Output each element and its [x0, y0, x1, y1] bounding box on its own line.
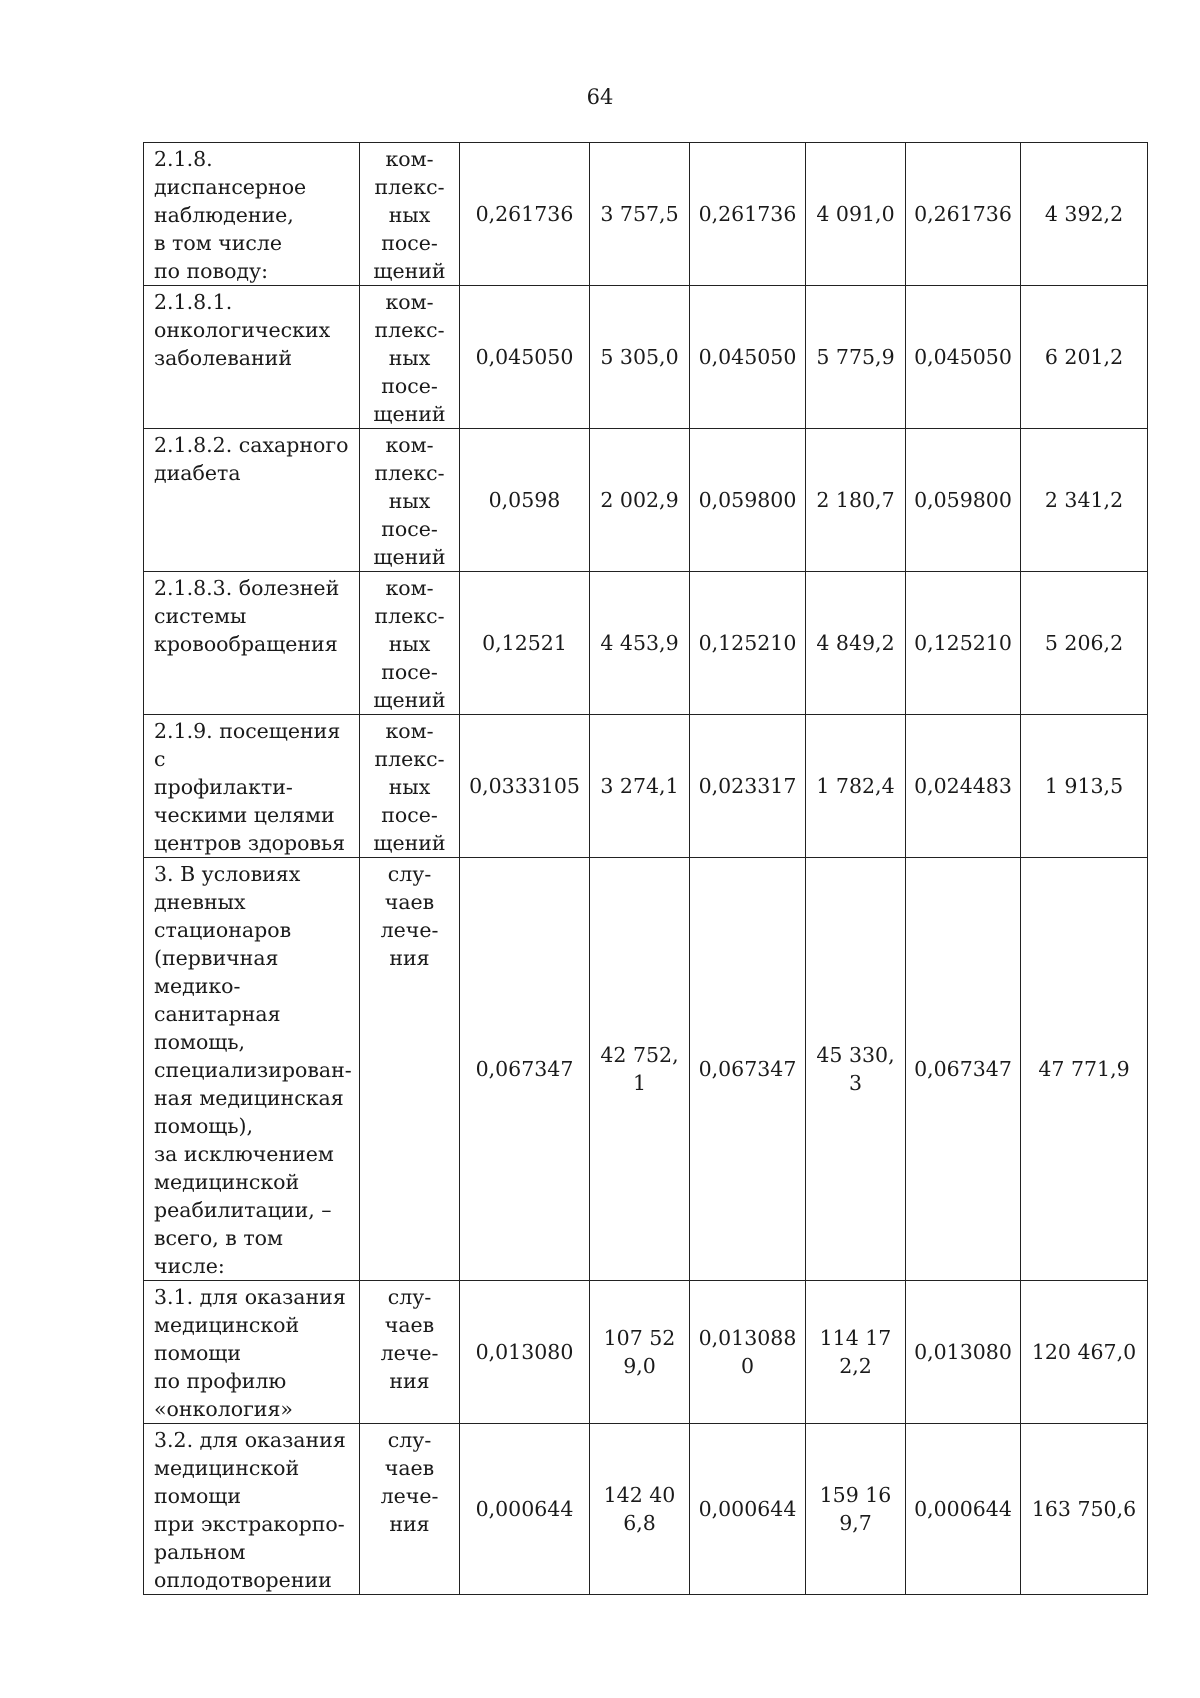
value-cell: 0,023317	[690, 715, 806, 858]
table-row	[144, 429, 1148, 572]
value-cell: 4 453,9	[590, 572, 690, 715]
value-cell: 5 775,9	[806, 286, 906, 429]
table-row	[144, 715, 1148, 858]
value-cell: 5 305,0	[590, 286, 690, 429]
row-name: 3.1. для оказания медицинской помощи по профилю «онкология»	[144, 1281, 360, 1424]
row-unit: слу- чаев лече- ния	[360, 858, 460, 1281]
value-cell: 45 330, 3	[806, 858, 906, 1281]
value-cell: 0,0333105	[460, 715, 590, 858]
value-cell: 2 002,9	[590, 429, 690, 572]
value-cell: 6 201,2	[1021, 286, 1148, 429]
page-number: 64	[586, 85, 614, 109]
row-name: 2.1.8. диспансерное наблюдение, в том числе по поводу:	[144, 143, 360, 286]
value-cell: 142 40 6,8	[590, 1424, 690, 1595]
value-cell: 1 782,4	[806, 715, 906, 858]
row-unit: ком- плекс- ных посе- щений	[360, 715, 460, 858]
value-cell: 0,013080	[906, 1281, 1021, 1424]
value-cell: 5 206,2	[1021, 572, 1148, 715]
value-cell: 0,261736	[906, 143, 1021, 286]
value-cell: 42 752, 1	[590, 858, 690, 1281]
row-unit: слу- чаев лече- ния	[360, 1281, 460, 1424]
row-unit: ком- плекс- ных посе- щений	[360, 143, 460, 286]
value-cell: 3 274,1	[590, 715, 690, 858]
value-cell: 0,024483	[906, 715, 1021, 858]
value-cell: 0,125210	[690, 572, 806, 715]
value-cell: 0,013080	[460, 1281, 590, 1424]
row-unit: слу- чаев лече- ния	[360, 1424, 460, 1595]
norms-table	[143, 142, 1148, 1595]
row-unit: ком- плекс- ных посе- щений	[360, 286, 460, 429]
value-cell: 2 180,7	[806, 429, 906, 572]
value-cell: 163 750,6	[1021, 1424, 1148, 1595]
value-cell: 0,261736	[460, 143, 590, 286]
row-unit: ком- плекс- ных посе- щений	[360, 429, 460, 572]
table-row	[144, 143, 1148, 286]
table-row	[144, 1281, 1148, 1424]
value-cell: 114 17 2,2	[806, 1281, 906, 1424]
value-cell: 159 16 9,7	[806, 1424, 906, 1595]
value-cell: 47 771,9	[1021, 858, 1148, 1281]
value-cell: 0,261736	[690, 143, 806, 286]
value-cell: 107 52 9,0	[590, 1281, 690, 1424]
value-cell: 4 091,0	[806, 143, 906, 286]
value-cell: 0,045050	[460, 286, 590, 429]
row-name: 2.1.9. посещения с профилакти- ческими целями центров здоровья	[144, 715, 360, 858]
value-cell: 0,000644	[460, 1424, 590, 1595]
value-cell: 0,045050	[906, 286, 1021, 429]
value-cell: 3 757,5	[590, 143, 690, 286]
row-unit: ком- плекс- ных посе- щений	[360, 572, 460, 715]
value-cell: 0,0598	[460, 429, 590, 572]
row-name: 3. В условиях дневных стационаров (первичная медико- санитарная помощь, специализирован- ная медицинская помощь), за исключением медицинской реабилитации, – всего, в том числе:	[144, 858, 360, 1281]
row-name: 3.2. для оказания медицинской помощи при экстракорпо- ральном оплодотворении	[144, 1424, 360, 1595]
value-cell: 0,067347	[906, 858, 1021, 1281]
value-cell: 4 392,2	[1021, 143, 1148, 286]
value-cell: 0,045050	[690, 286, 806, 429]
table-row	[144, 286, 1148, 429]
row-name: 2.1.8.1. онкологических заболеваний	[144, 286, 360, 429]
value-cell: 0,125210	[906, 572, 1021, 715]
value-cell: 120 467,0	[1021, 1281, 1148, 1424]
value-cell: 0,013088 0	[690, 1281, 806, 1424]
value-cell: 0,067347	[690, 858, 806, 1281]
table-row	[144, 572, 1148, 715]
value-cell: 0,12521	[460, 572, 590, 715]
value-cell: 0,067347	[460, 858, 590, 1281]
table-row	[144, 858, 1148, 1281]
value-cell: 2 341,2	[1021, 429, 1148, 572]
row-name: 2.1.8.3. болезней системы кровообращения	[144, 572, 360, 715]
value-cell: 1 913,5	[1021, 715, 1148, 858]
table-row	[144, 1424, 1148, 1595]
value-cell: 4 849,2	[806, 572, 906, 715]
value-cell: 0,000644	[906, 1424, 1021, 1595]
value-cell: 0,000644	[690, 1424, 806, 1595]
row-name: 2.1.8.2. сахарного диабета	[144, 429, 360, 572]
value-cell: 0,059800	[906, 429, 1021, 572]
value-cell: 0,059800	[690, 429, 806, 572]
